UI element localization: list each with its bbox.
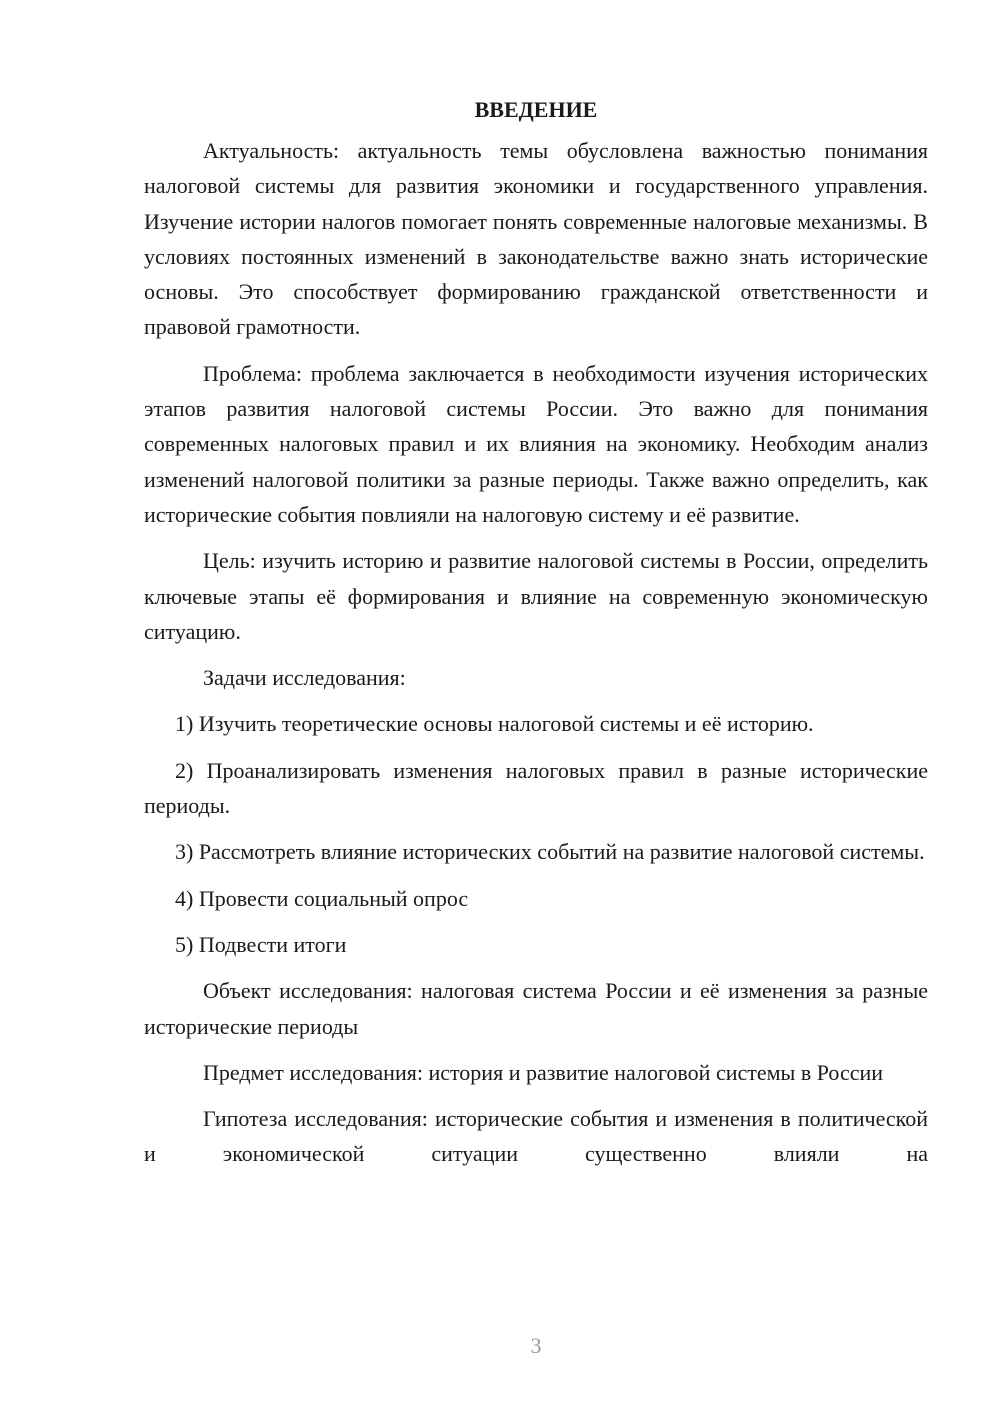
goal-paragraph: Цель: изучить историю и развитие налоговой системы в России, определить ключевые этапы её формирования и влияние на современную экономическую ситуацию. xyxy=(144,548,928,644)
tasks-heading: Задачи исследования: xyxy=(203,665,406,691)
task-item-1: 1) Изучить теоретические основы налоговой системы и её историю. xyxy=(175,711,814,737)
task-item-4: 4) Провести социальный опрос xyxy=(175,885,469,911)
problem-paragraph: Проблема: проблема заключается в необходимости изучения исторических этапов развития налоговой системы России. Это важно для понимания современных налоговых правил и их влияния на экономику. Необходим анализ изменений налоговой политики за разные периоды. Также важно определить, как исторические события повлияли на налоговую систему и её развитие. xyxy=(144,360,928,527)
task-item-2: 2) Проанализировать изменения налоговых правил в разные исторические периоды. xyxy=(144,757,928,819)
relevance-paragraph: Актуальность: актуальность темы обусловлена важностью понимания налоговой системы для развития экономики и государственного управления. Изучение истории налогов помогает понять современные налоговые механизмы. В условиях постоянных изменений в законодательстве важно знать исторические основы. Это способствует формированию гражданской ответственности и правовой грамотности. xyxy=(144,138,928,340)
object-paragraph: Объект исследования: налоговая система России и её изменения за разные исторические периоды xyxy=(144,978,928,1039)
task-item-5: 5) Подвести итоги xyxy=(175,931,347,957)
subject-paragraph: Предмет исследования: история и развитие налоговой системы в России xyxy=(203,1059,884,1085)
task-item-3: 3) Рассмотреть влияние исторических событий на развитие налоговой системы. xyxy=(175,839,925,865)
page-number: 3 xyxy=(530,1333,542,1358)
document-page xyxy=(144,92,928,1183)
page-title: ВВЕДЕНИЕ xyxy=(474,97,598,122)
hypothesis-paragraph: Гипотеза исследования: исторические события и изменения в политической и экономической ситуации существенно влияли на xyxy=(144,1106,928,1167)
